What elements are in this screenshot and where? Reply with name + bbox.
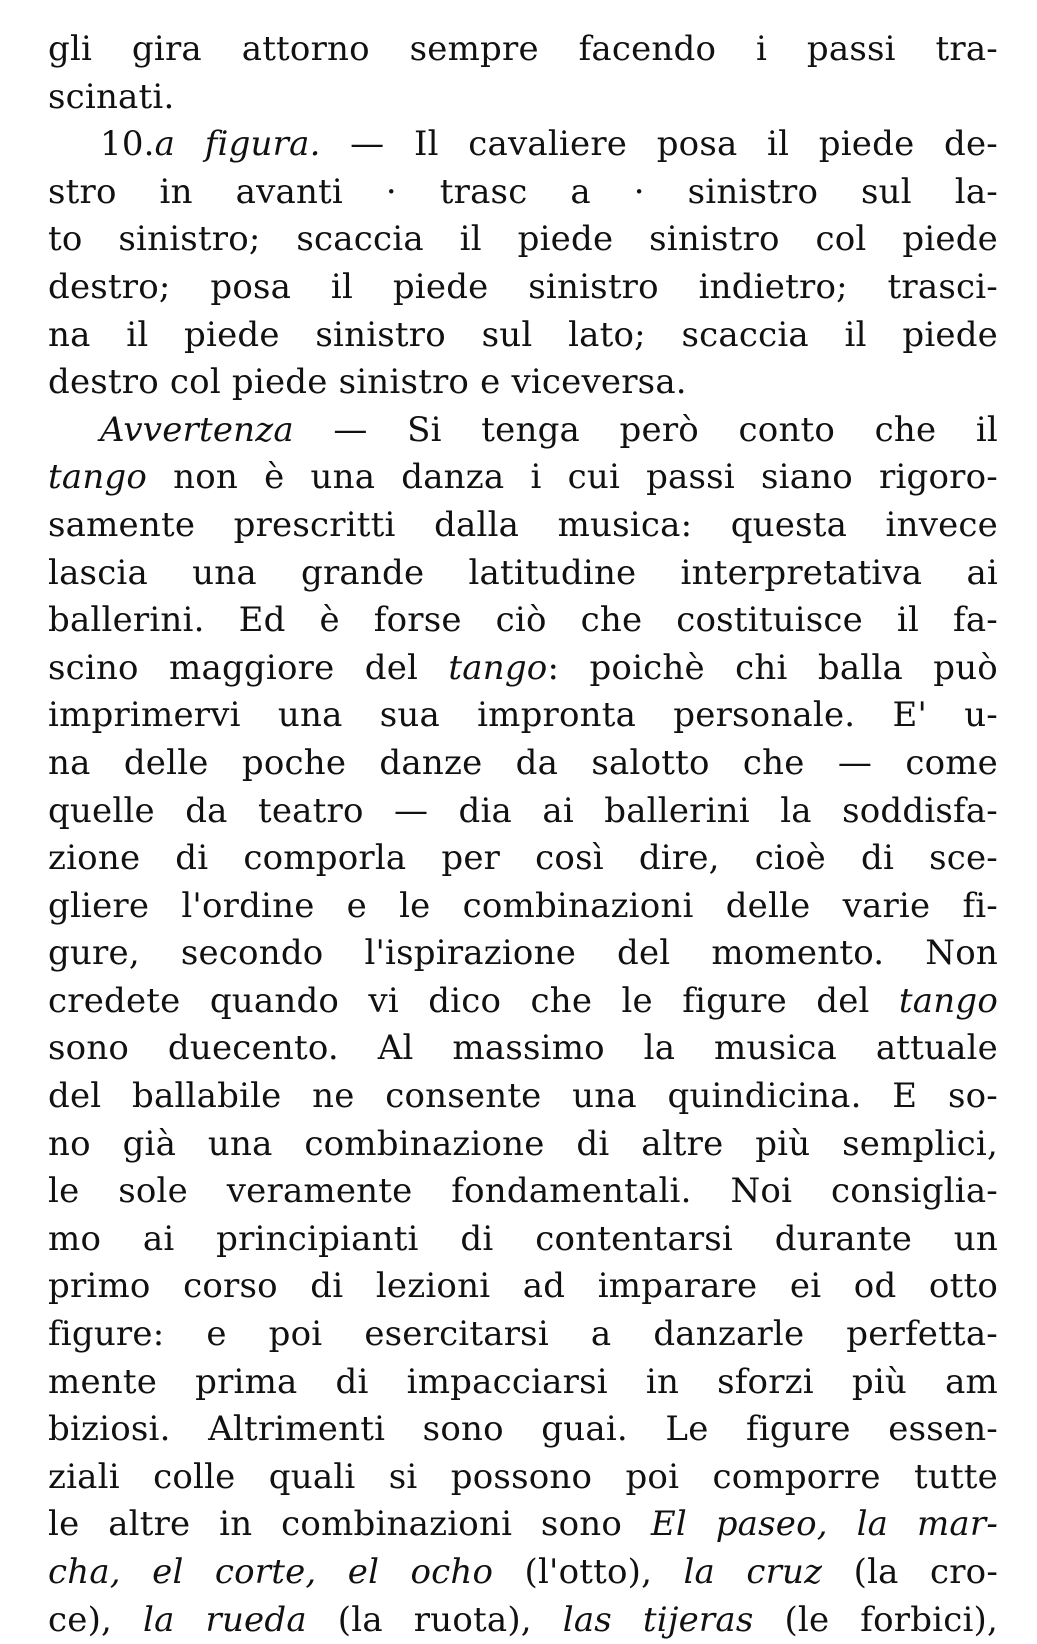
text-line (48, 264, 998, 312)
text-line (48, 502, 998, 550)
text-line (48, 1454, 998, 1502)
text-segment: le altre in combinazioni sono (48, 1504, 651, 1545)
text-line (48, 740, 998, 788)
text-segment: : poichè chi balla può (547, 647, 998, 688)
text-segment: samente prescritti dalla musica: questa invece (48, 504, 998, 545)
text-segment: mo ai principianti di contentarsi durante un (48, 1218, 998, 1259)
text-line (48, 788, 998, 836)
text-line (48, 26, 998, 74)
text-line (48, 1263, 998, 1311)
italic-text: El paseo, la mar- (650, 1504, 998, 1545)
italic-text: cha, el corte, el ocho (48, 1552, 494, 1592)
text-segment: (la ruota), (306, 1599, 563, 1640)
text-segment: imprimervi una sua impronta personale. E' u- (48, 695, 998, 736)
text-line (48, 74, 998, 122)
text-segment: gli gira attorno sempre facendo i passi tra- (48, 29, 998, 69)
text-segment: (la cro- (822, 1552, 998, 1592)
text-segment: — Il cavaliere posa il piede de- (320, 124, 998, 165)
text-line (48, 692, 998, 740)
text-line (48, 550, 998, 598)
text-segment: destro; posa il piede sinistro indietro; trasci- (48, 266, 998, 307)
text-segment: credete quando vi dico che le figure del (48, 980, 899, 1021)
text-segment: primo corso di lezioni ad imparare ei od otto (48, 1266, 998, 1307)
italic-text: tango (898, 980, 998, 1021)
text-line (48, 1501, 998, 1549)
text-segment: figure: e poi esercitarsi a danzarle perfetta- (48, 1314, 998, 1355)
italic-text: tango (448, 647, 548, 688)
italic-text: la rueda (143, 1599, 307, 1640)
italic-text: tango (48, 457, 148, 498)
text-line (48, 1406, 998, 1454)
text-line (48, 930, 998, 978)
text-line (48, 359, 998, 407)
text-segment: scino maggiore del (48, 647, 449, 688)
text-segment: mente prima di impacciarsi in sforzi più am (48, 1361, 998, 1402)
text-line (48, 835, 998, 883)
italic-text: Avvertenza (100, 409, 294, 450)
text-segment: lascia una grande latitudine interpretativa ai (48, 552, 998, 593)
text-segment: ce), (48, 1599, 143, 1640)
text-segment: ziali colle quali si possono poi comporre tutte (48, 1456, 998, 1497)
text-line (48, 454, 998, 502)
text-segment: gliere l'ordine e le combinazioni delle varie fi- (48, 885, 998, 926)
text-line (48, 1597, 998, 1644)
text-line (48, 1216, 998, 1264)
text-segment: biziosi. Altrimenti sono guai. Le figure essen- (48, 1409, 998, 1450)
text-segment: na delle poche danze da salotto che — come (48, 742, 998, 783)
text-segment: — Si tenga però conto che il (293, 409, 998, 450)
text-segment: del ballabile ne consente una quindicina. E so- (48, 1076, 998, 1117)
text-line (48, 1121, 998, 1169)
text-segment: no già una combinazione di altre più semplici, (48, 1123, 998, 1164)
text-line (48, 1073, 998, 1121)
text-segment: quelle da teatro — dia ai ballerini la soddisfa- (48, 790, 998, 831)
text-line (48, 312, 998, 360)
text-line (48, 978, 998, 1026)
text-segment: na il piede sinistro sul lato; scaccia il piede (48, 314, 998, 355)
text-line (48, 597, 998, 645)
text-segment: 10. (100, 124, 155, 165)
text-segment: non è una danza i cui passi siano rigoro- (147, 457, 998, 498)
text-segment: ballerini. Ed è forse ciò che costituisce il fa- (48, 600, 998, 641)
text-segment: destro col piede sinistro e viceversa. (48, 362, 687, 403)
text-line (48, 883, 998, 931)
text-line (48, 1311, 998, 1359)
text-segment: (l'otto), (493, 1552, 684, 1592)
text-segment: gure, secondo l'ispirazione del momento. Non (48, 933, 998, 974)
text-segment: stro in avanti · trasc a · sinistro sul la- (48, 171, 998, 212)
text-segment: to sinistro; scaccia il piede sinistro col piede (48, 219, 998, 260)
text-line (48, 169, 998, 217)
text-segment: scinati. (48, 76, 175, 117)
text-line (48, 407, 998, 455)
text-segment: le sole veramente fondamentali. Noi consiglia- (48, 1171, 998, 1212)
text-line (48, 216, 998, 264)
text-segment: (le forbici), (753, 1599, 998, 1640)
italic-text: a figura. (154, 124, 321, 165)
text-line (48, 121, 998, 169)
italic-text: la cruz (683, 1552, 823, 1592)
text-line (48, 1025, 998, 1073)
text-segment: zione di comporla per così dire, cioè di sce- (48, 838, 998, 879)
text-line (48, 1168, 998, 1216)
body-text (48, 26, 998, 1644)
text-line (48, 645, 998, 693)
italic-text: las tijeras (562, 1599, 754, 1640)
text-line (48, 1359, 998, 1407)
text-segment: sono duecento. Al massimo la musica attuale (48, 1028, 998, 1069)
text-line (48, 1549, 998, 1597)
